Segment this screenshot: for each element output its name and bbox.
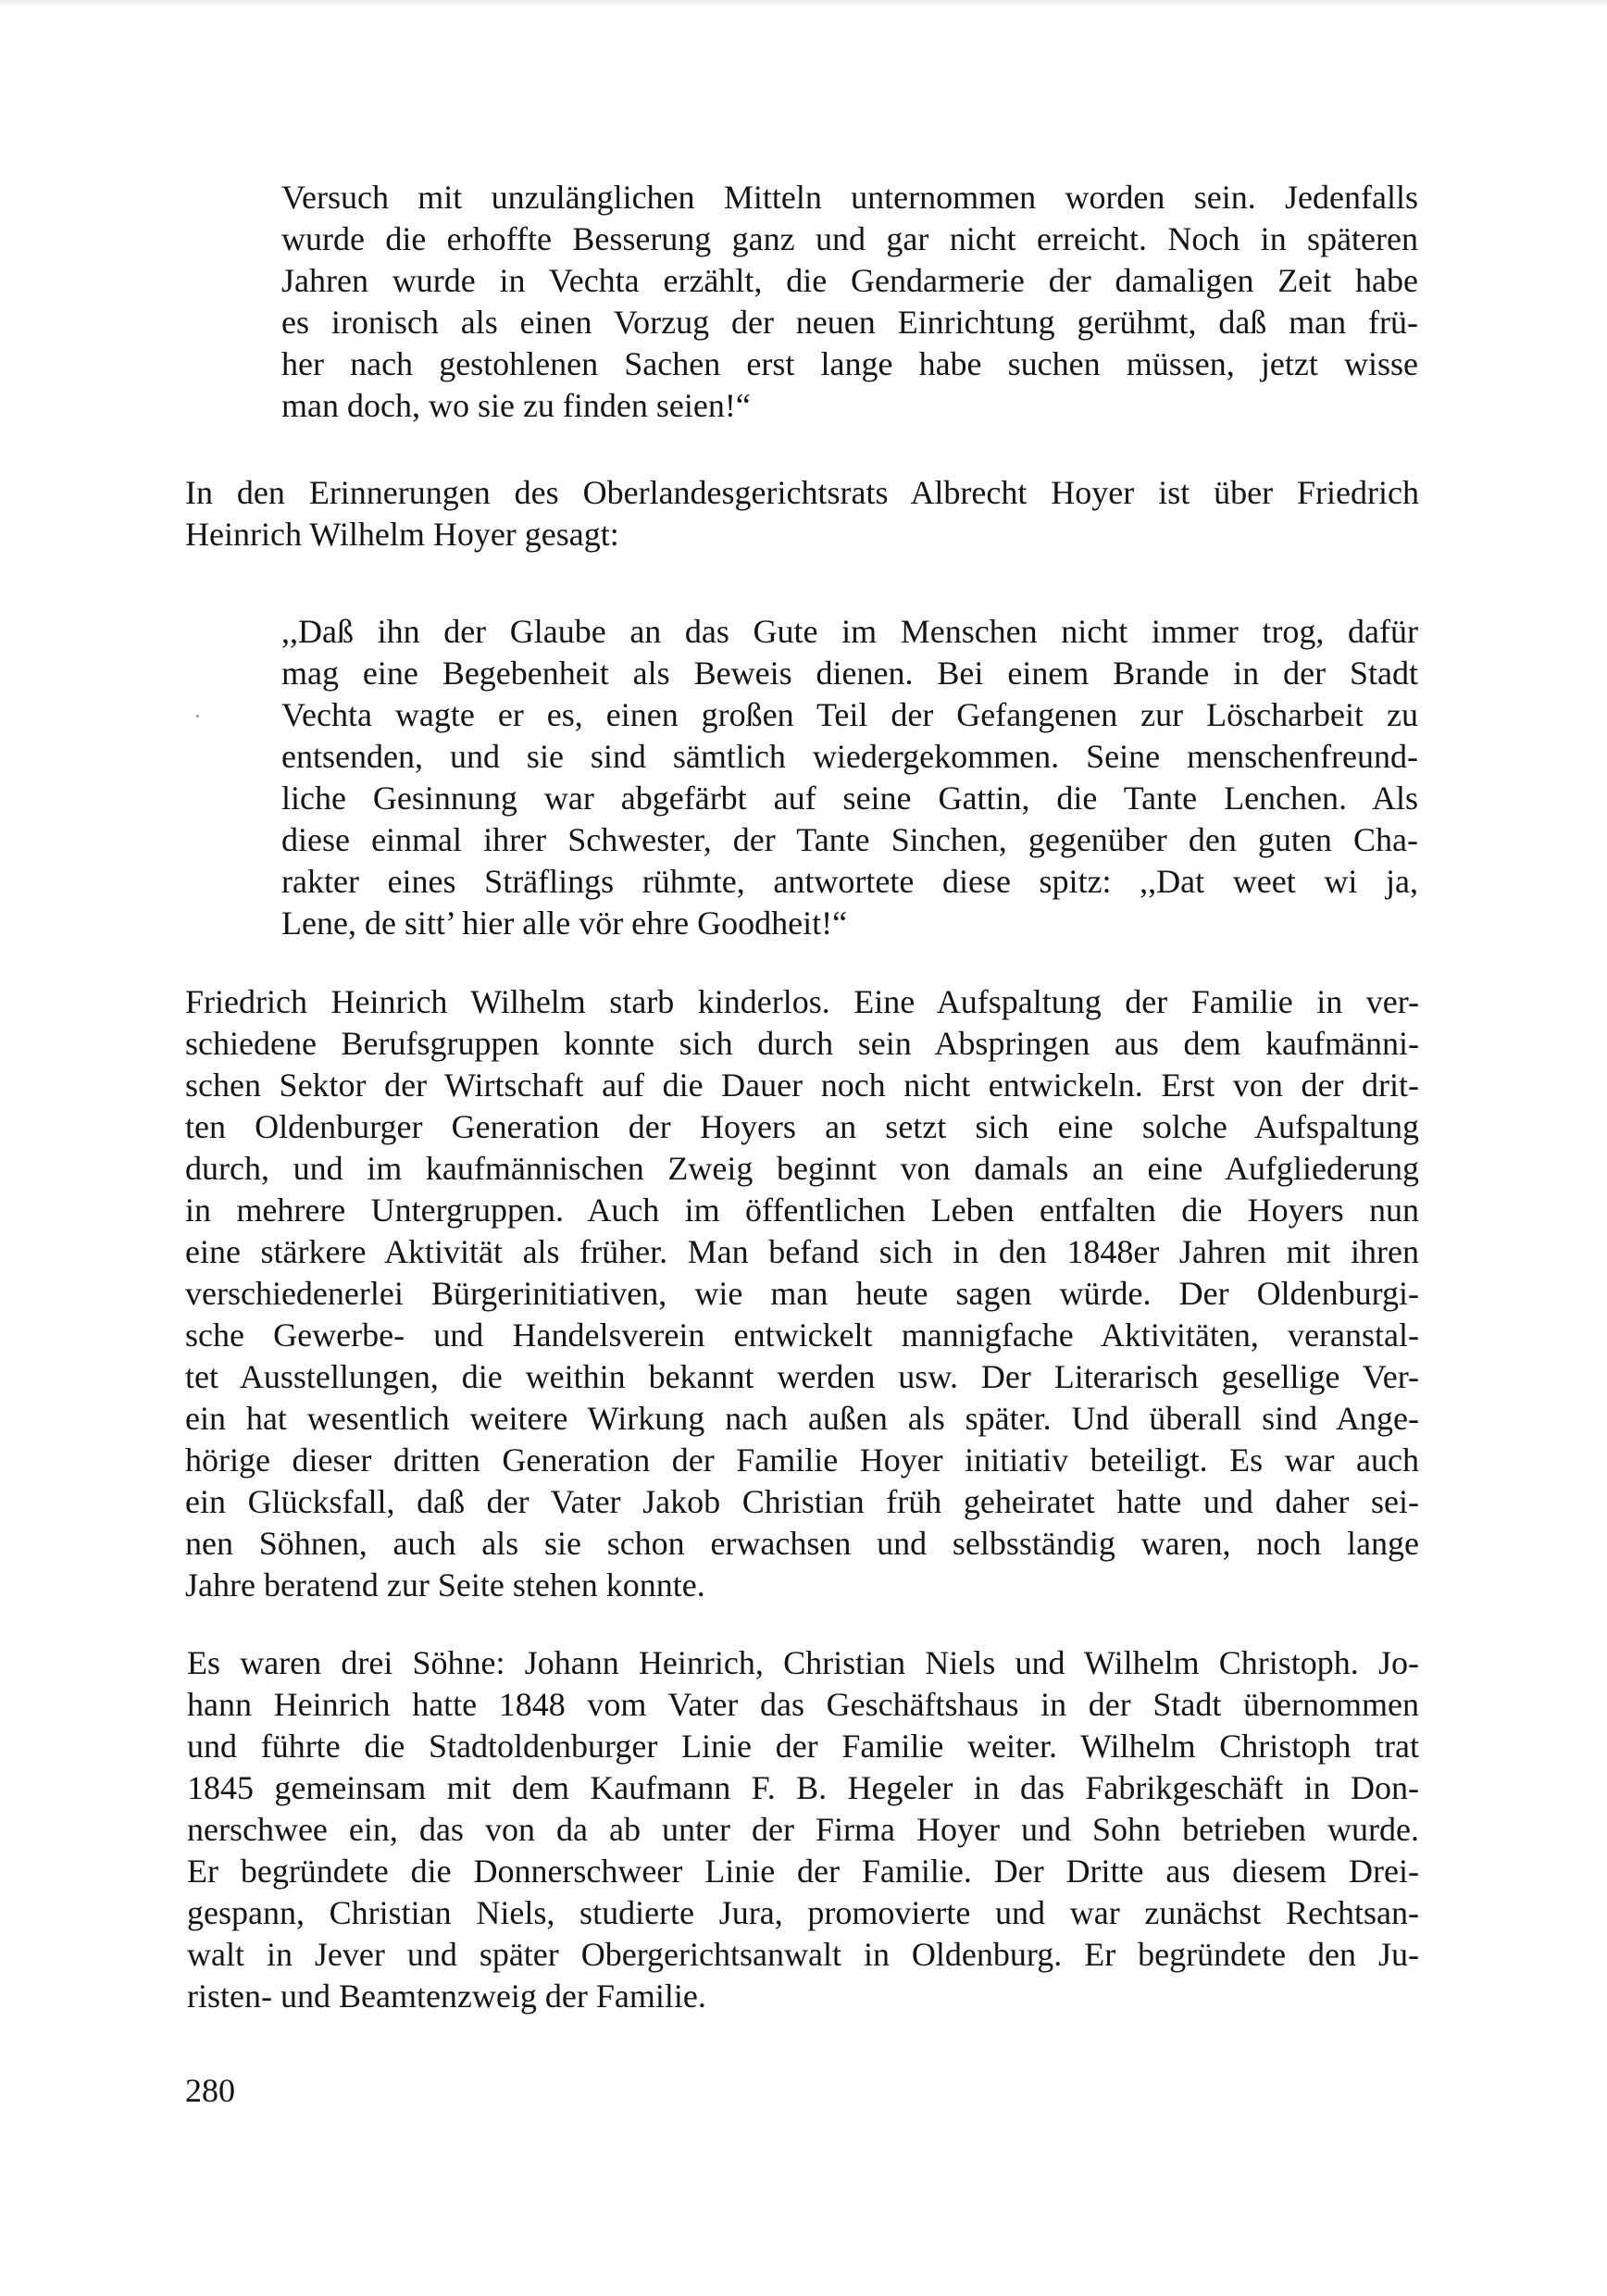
- text-line: hann Heinrich hatte 1848 vom Vater das Geschäftshaus in der Stadt übernommen: [187, 1686, 1419, 1723]
- text-line: Vechta wagte er es, einen großen Teil der Gefangenen zur Löscharbeit zu: [281, 696, 1418, 733]
- text-line: walt in Jever und später Obergerichtsanwalt in Oldenburg. Er begründete den Ju-: [187, 1936, 1419, 1973]
- text-line: 1845 gemeinsam mit dem Kaufmann F. B. Hegeler in das Fabrikgeschäft in Don-: [187, 1769, 1419, 1806]
- text-line: durch, und im kaufmännischen Zweig beginnt von damals an eine Aufgliederung: [185, 1150, 1419, 1187]
- text-line: Versuch mit unzulänglichen Mitteln unternommen worden sein. Jedenfalls: [281, 179, 1418, 216]
- text-line: Jahre beratend zur Seite stehen konnte.: [185, 1566, 705, 1603]
- text-line: schen Sektor der Wirtschaft auf die Dauer noch nicht entwickeln. Erst von der drit-: [185, 1067, 1419, 1104]
- text-line: schiedene Berufsgruppen konnte sich durch sein Abspringen aus dem kaufmänni-: [185, 1025, 1419, 1062]
- text-line: Er begründete die Donnerschweer Linie der Familie. Der Dritte aus diesem Drei-: [187, 1853, 1419, 1890]
- text-line: wurde die erhoffte Besserung ganz und gar nicht erreicht. Noch in späteren: [281, 220, 1418, 257]
- text-line: liche Gesinnung war abgefärbt auf seine Gattin, die Tante Lenchen. Als: [281, 780, 1418, 817]
- page-number: 280: [185, 2072, 235, 2109]
- text-line: her nach gestohlenen Sachen erst lange habe suchen müssen, jetzt wisse: [281, 345, 1418, 382]
- text-line: rakter eines Sträflings rühmte, antwortete diese spitz: ,,Dat weet wi ja,: [281, 863, 1418, 900]
- text-line: gespann, Christian Niels, studierte Jura, promovierte und war zunächst Rechtsan-: [187, 1894, 1419, 1931]
- text-line: ,,Daß ihn der Glaube an das Gute im Menschen nicht immer trog, dafür: [281, 613, 1418, 650]
- text-line: Es waren drei Söhne: Johann Heinrich, Christian Niels und Wilhelm Christoph. Jo-: [187, 1644, 1419, 1681]
- text-line: und führte die Stadtoldenburger Linie der Familie weiter. Wilhelm Christoph trat: [187, 1728, 1419, 1765]
- text-line: Friedrich Heinrich Wilhelm starb kinderlos. Eine Aufspaltung der Familie in ver-: [185, 983, 1419, 1020]
- text-line: sche Gewerbe- und Handelsverein entwickelt mannigfache Aktivitäten, veranstal-: [185, 1316, 1419, 1354]
- text-line: hörige dieser dritten Generation der Familie Hoyer initiativ beteiligt. Es war auch: [185, 1441, 1419, 1479]
- text-line: Lene, de sitt’ hier alle vör ehre Goodheit!“: [281, 905, 848, 942]
- intro-paragraph: [185, 472, 1419, 555]
- text-line: risten- und Beamtenzweig der Familie.: [187, 1978, 706, 2015]
- text-line: mag eine Begebenheit als Beweis dienen. Bei einem Brande in der Stadt: [281, 655, 1418, 692]
- scan-top-edge: [0, 0, 1607, 7]
- text-line: ten Oldenburger Generation der Hoyers an setzt sich eine solche Aufspaltung: [185, 1108, 1419, 1145]
- text-line: In den Erinnerungen des Oberlandesgerichtsrats Albrecht Hoyer ist über Friedrich: [185, 474, 1419, 511]
- text-line: entsenden, und sie sind sämtlich wiedergekommen. Seine menschenfreund-: [281, 738, 1418, 775]
- text-line: eine stärkere Aktivität als früher. Man befand sich in den 1848er Jahren mit ihren: [185, 1233, 1419, 1270]
- text-line: nen Söhnen, auch als sie schon erwachsen und selbsständig waren, noch lange: [185, 1525, 1419, 1562]
- text-line: verschiedenerlei Bürgerinitiativen, wie man heute sagen würde. Der Oldenburgi-: [185, 1275, 1419, 1312]
- text-line: man doch, wo sie zu finden seien!“: [281, 387, 751, 424]
- text-line: Heinrich Wilhelm Hoyer gesagt:: [185, 516, 619, 553]
- body-paragraph-sons: [187, 1642, 1419, 2017]
- scan-speck: [196, 715, 199, 718]
- text-line: in mehrere Untergruppen. Auch im öffentlichen Leben entfalten die Hoyers nun: [185, 1192, 1419, 1229]
- text-line: diese einmal ihrer Schwester, der Tante Sinchen, gegenüber den guten Cha-: [281, 821, 1418, 858]
- text-line: ein Glücksfall, daß der Vater Jakob Christian früh geheiratet hatte und daher sei-: [185, 1483, 1419, 1520]
- quote-continuation-paragraph: [281, 177, 1418, 427]
- text-line: ein hat wesentlich weitere Wirkung nach außen als später. Und überall sind Ange-: [185, 1400, 1419, 1437]
- text-line: nerschwee ein, das von da ab unter der Firma Hoyer und Sohn betrieben wurde.: [187, 1811, 1419, 1848]
- body-paragraph-family: [185, 981, 1419, 1606]
- text-line: Jahren wurde in Vechta erzählt, die Gendarmerie der damaligen Zeit habe: [281, 262, 1418, 299]
- text-line: es ironisch als einen Vorzug der neuen Einrichtung gerühmt, daß man frü-: [281, 304, 1418, 341]
- block-quote-paragraph: [281, 611, 1418, 944]
- text-line: tet Ausstellungen, die weithin bekannt werden usw. Der Literarisch gesellige Ver-: [185, 1358, 1419, 1395]
